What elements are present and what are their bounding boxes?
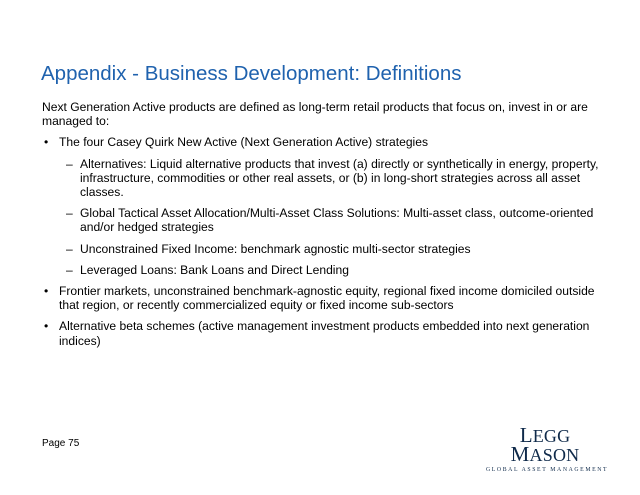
dash-marker: – [66, 241, 73, 256]
sub-bullet-item [42, 206, 602, 234]
sub-bullet-item [42, 263, 602, 277]
bullet-item [42, 284, 602, 312]
dash-marker: – [66, 262, 73, 277]
sub-bullet-text: Leveraged Loans: Bank Loans and Direct Lending [80, 262, 349, 277]
bullet-text: Alternative beta schemes (active management investment products embedded into next generation indices) [59, 319, 590, 348]
logo-name: LEGG MASON [510, 423, 580, 466]
sub-bullet-text: Alternatives: Liquid alternative products that invest (a) directly or synthetically in energy, property, infrastructure, commodities or other real assets, or (b) in long-short strategies across all asset classes. [80, 156, 599, 200]
page-title: Appendix - Business Development: Definitions [41, 62, 462, 85]
sub-bullet-text: Global Tactical Asset Allocation/Multi-Asset Class Solutions: Multi-asset class, outcome-oriented and/or hedged strategies [80, 206, 594, 235]
bullet-marker: • [44, 284, 49, 299]
bullet-marker: • [44, 135, 49, 150]
bullet-text: The four Casey Quirk New Active (Next Generation Active) strategies [59, 135, 429, 150]
bullet-item [42, 135, 602, 149]
slide-body [42, 100, 602, 355]
page-number: Page 75 [42, 438, 80, 449]
legg-mason-logo [486, 423, 609, 473]
sub-bullet-text: Unconstrained Fixed Income: benchmark agnostic multi-sector strategies [80, 241, 471, 256]
logo-tagline: GLOBAL ASSET MANAGEMENT [486, 467, 609, 473]
bullet-item [42, 319, 602, 347]
bullet-text: Frontier markets, unconstrained benchmark-agnostic equity, regional fixed income domiciled outside that region, or recently commercialized equity or fixed income sub-sectors [59, 284, 595, 313]
dash-marker: – [66, 156, 73, 171]
bullet-marker: • [44, 319, 49, 334]
sub-bullet-item [42, 157, 602, 200]
intro-text: Next Generation Active products are defined as long-term retail products that focus on, invest in or are managed to: [42, 100, 588, 129]
dash-marker: – [66, 206, 73, 221]
sub-bullet-item [42, 242, 602, 256]
